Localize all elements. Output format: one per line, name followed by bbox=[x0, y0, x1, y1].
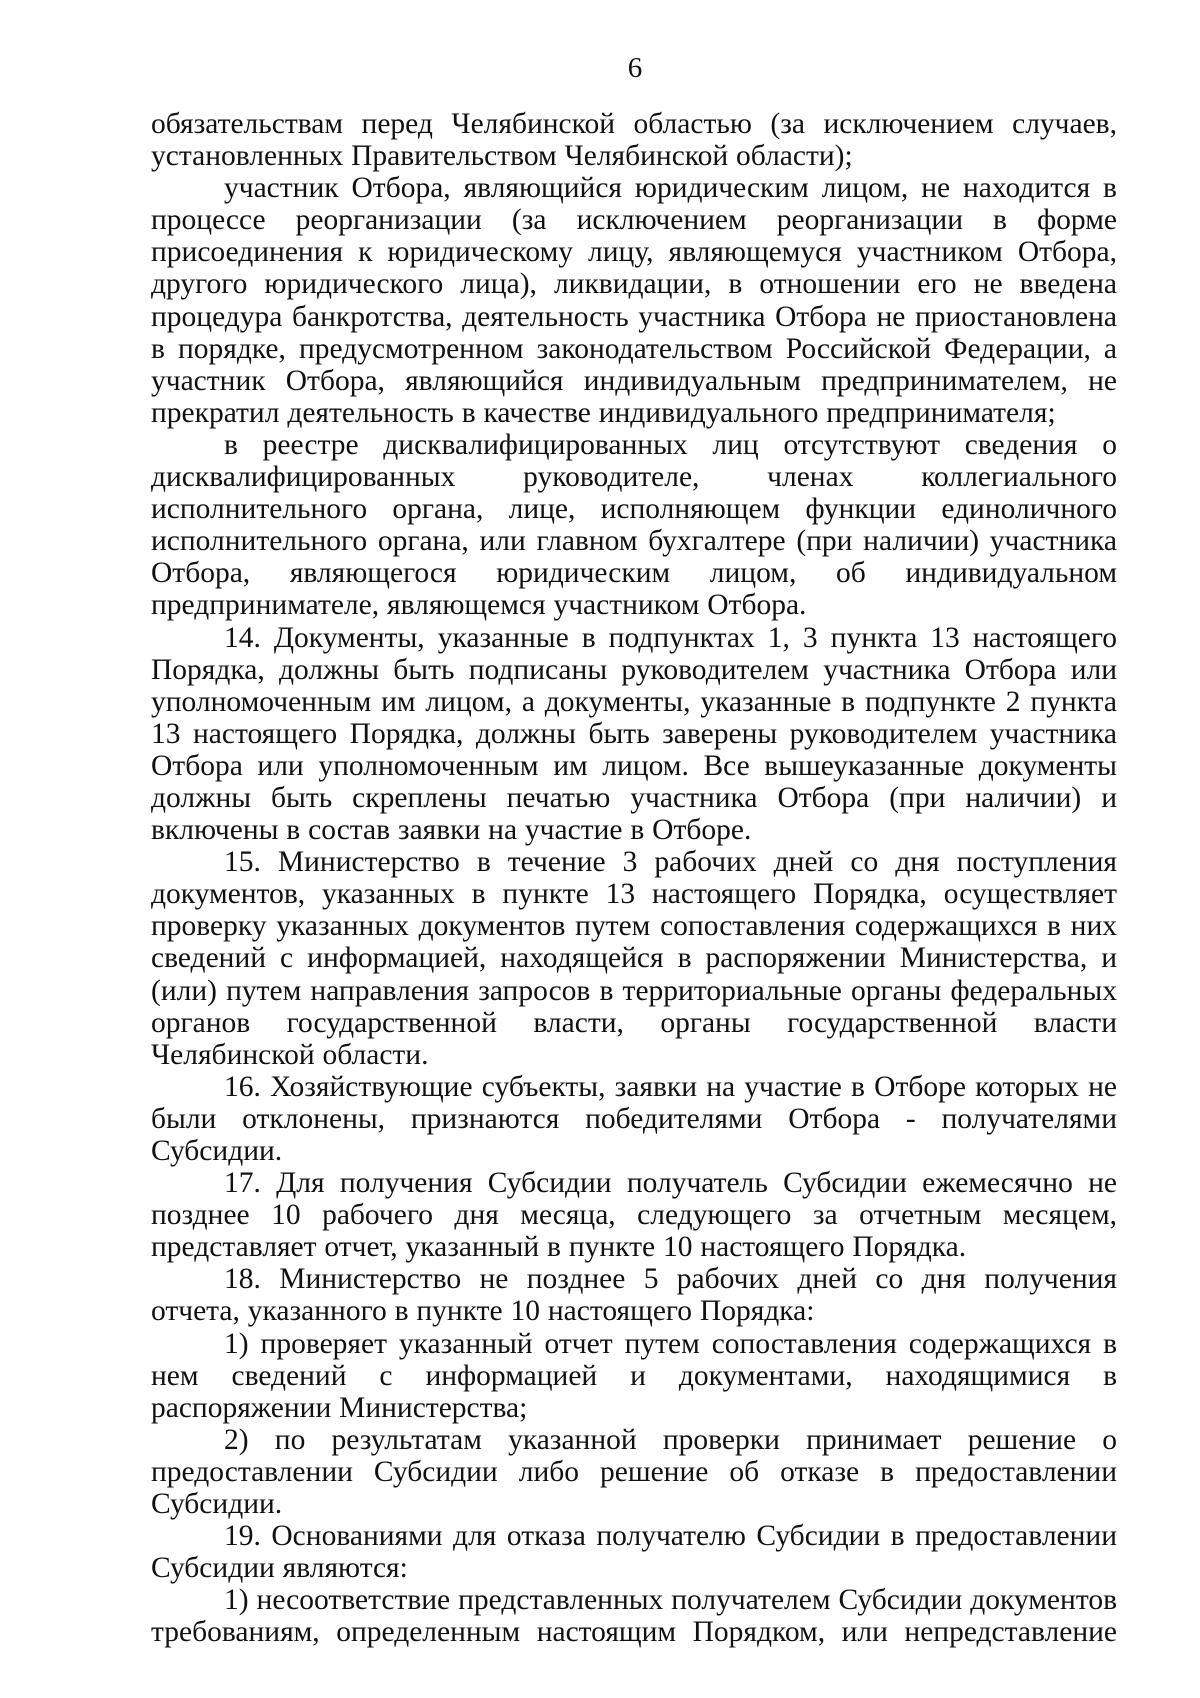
paragraph: 2) по результатам указанной проверки принимает решение о предоставлении Субсидии либо решение об отказе в предоставлении Субсидии. bbox=[151, 1423, 1117, 1521]
page-number: 6 bbox=[627, 52, 643, 84]
paragraph: 1) несоответствие представленных получателем Субсидии документов требованиям, определенным настоящим Порядком, или непредставление bbox=[151, 1584, 1117, 1649]
paragraph: 19. Основаниями для отказа получателю Субсидии в предоставлении Субсидии являются: bbox=[151, 1520, 1117, 1585]
paragraph: 18. Министерство не позднее 5 рабочих дней со дня получения отчета, указанного в пункте 10 настоящего Порядка: bbox=[151, 1263, 1117, 1328]
paragraph: 17. Для получения Субсидии получатель Субсидии ежемесячно не позднее 10 рабочего дня месяца, следующего за отчетным месяцем, представляет отчет, указанный в пункте 10 настоящего Порядка. bbox=[151, 1167, 1117, 1264]
document-body bbox=[151, 108, 1117, 1649]
paragraph: в реестре дисквалифицированных лиц отсутствуют сведения о дисквалифицированных руководителе, членах коллегиального исполнительного органа, лице, исполняющем функции единоличного исполнительного органа, или главном бухгалтере (при наличии) участника Отбора, являющегося юридическим лицом, об индивидуальном предпринимателе, являющемся участником Отбора. bbox=[151, 428, 1117, 622]
paragraph: обязательствам перед Челябинской областью (за исключением случаев, установленных Правительством Челябинской области); bbox=[151, 108, 1117, 173]
paragraph: 1) проверяет указанный отчет путем сопоставления содержащихся в нем сведений с информацией и документами, находящимися в распоряжении Министерства; bbox=[151, 1327, 1117, 1424]
paragraph: участник Отбора, являющийся юридическим лицом, не находится в процессе реорганизации (за исключением реорганизации в форме присоединения к юридическому лицу, являющемуся участником Отбора, другого юридического лица), ликвидации, в отношении его не введена процедура банкротства, деятельность участника Отбора не приостановлена в порядке, предусмотренном законодательством Российской Федерации, а участник Отбора, являющийся индивидуальным предпринимателем, не прекратил деятельность в качестве индивидуального предпринимателя; bbox=[151, 172, 1117, 429]
paragraph: 15. Министерство в течение 3 рабочих дней со дня поступления документов, указанных в пункте 13 настоящего Порядка, осуществляет проверку указанных документов путем сопоставления содержащихся в них сведений с информацией, находящейся в распоряжении Министерства, и (или) путем направления запросов в территориальные органы федеральных органов государственной власти, органы государственной власти Челябинской области. bbox=[151, 846, 1117, 1071]
paragraph: 14. Документы, указанные в подпунктах 1, 3 пункта 13 настоящего Порядка, должны быть подписаны руководителем участника Отбора или уполномоченным им лицом, а документы, указанные в подпункте 2 пункта 13 настоящего Порядка, должны быть заверены руководителем участника Отбора или уполномоченным им лицом. Все вышеуказанные документы должны быть скреплены печатью участника Отбора (при наличии) и включены в состав заявки на участие в Отборе. bbox=[151, 621, 1117, 847]
paragraph: 16. Хозяйствующие субъекты, заявки на участие в Отборе которых не были отклонены, признаются победителями Отбора - получателями Субсидии. bbox=[151, 1070, 1117, 1167]
